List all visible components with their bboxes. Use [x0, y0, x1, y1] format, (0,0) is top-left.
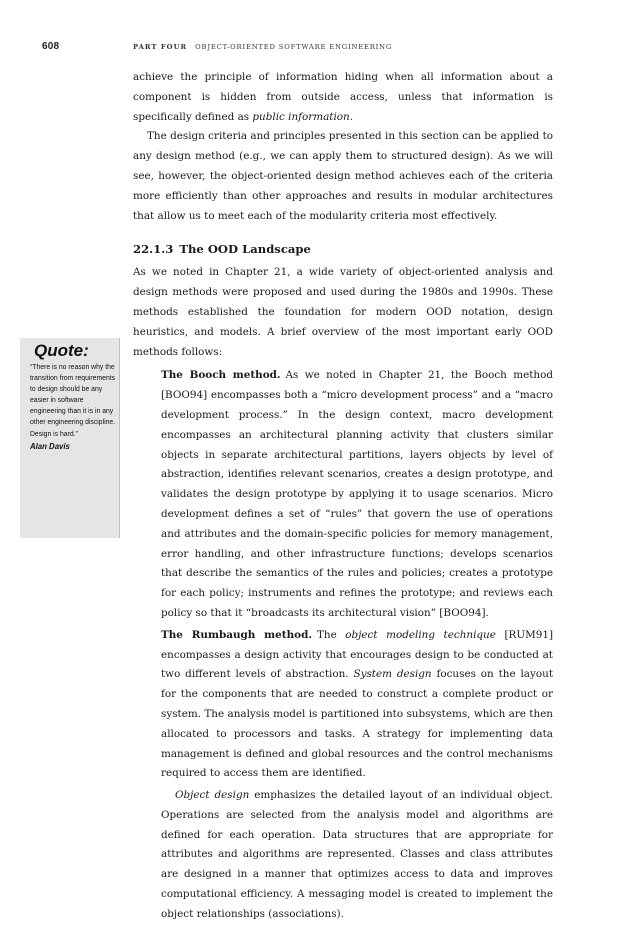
rumbaugh-text-b: [RUM91] encompasses a design activity that encourages design to be conducted at two different levels of abstraction. — [161, 628, 554, 681]
emphasis-object-modeling-technique: object modeling technique — [345, 628, 496, 641]
rumbaugh-text-c: focuses on the layout for the components that are needed to construct a complete product or system. The analysis model is partitioned into subsystems, which are then allocated to processors and tasks. A strategy for implementing data management is defined and global resources and the control mechanisms required to access them are identified. — [161, 668, 553, 780]
quote-divider — [119, 338, 120, 538]
quote-label: Quote: — [34, 341, 89, 360]
part-label: PART FOUR — [133, 43, 188, 51]
rumbaugh-method-title: The Rumbaugh method. — [161, 628, 312, 641]
quote-author: Alan Davis — [30, 441, 70, 451]
quote-text: “There is no reason why the transition from requirements to design should be any easier in software engineering than it is in any other engineering discipline. Design is hard.” — [30, 362, 116, 438]
emphasis-public-information: public information. — [252, 110, 354, 123]
method-list — [161, 366, 553, 924]
page-header — [0, 0, 637, 60]
page-number: 608 — [42, 41, 60, 52]
paragraph-ood-overview: As we noted in Chapter 21, a wide variety of object-oriented analysis and design methods were proposed and used during the 1980s and 1990s. These methods established the foundation for modern OOD notation, design heuristics, and models. A brief overview of the most important early OOD methods follows: — [133, 266, 553, 358]
section-number: 22.1.3 — [133, 242, 174, 257]
main-text — [133, 68, 553, 925]
margin-quote — [20, 338, 119, 538]
paragraph-text: achieve the principle of information hiding when all information about a component is hidden from outside access, unless that information is specifically defined as — [133, 71, 553, 123]
running-head — [133, 43, 392, 51]
section-heading — [133, 241, 553, 257]
emphasis-object-design: Object design — [175, 789, 250, 802]
rumbaugh-text-a: The — [316, 628, 346, 641]
object-design-text: emphasizes the detailed layout of an individual object. Operations are selected from the analysis model and algorithms are defined for each operation. Data structures that are appropriate for attributes and algorithms are represented. Classes and class attributes are designed in a manner that optimizes access to data and improves computational efficiency. A messaging model is created to implement the object relationships (associations). — [161, 789, 553, 920]
section-title: The OOD Landscape — [179, 242, 311, 257]
emphasis-system-design: System design — [353, 668, 432, 681]
paragraph-design-criteria: The design criteria and principles presented in this section can be applied to any design method (e.g., we can apply them to structured design). As we will see, however, the object-oriented design method achieves each of the criteria more efficiently than other approaches and results in modular architectures that allow us to meet each of the modularity criteria most effectively. — [133, 130, 553, 222]
rumbaugh-method-paragraph — [161, 626, 553, 784]
paragraph-continued — [133, 68, 553, 127]
booch-method-title: The Booch method. — [161, 369, 281, 382]
booch-method-paragraph — [161, 366, 553, 623]
object-design-paragraph — [161, 786, 553, 925]
part-title: OBJECT-ORIENTED SOFTWARE ENGINEERING — [195, 43, 393, 51]
booch-method-text: As we noted in Chapter 21, the Booch method [BOO94] encompasses both a “micro development process” and a “macro development process.” In the design context, macro development encompasses an architectural planning activity that clusters similar objects in separate architectural partitions, layers objects by level of abstraction, identifies relevant scenarios, creates a design prototype, and validates the design prototype by applying it to usage scenarios. Micro development defines a set of “rules” that govern the use of operations and attributes and the domain-specific policies for memory management, error handling, and other infrastructure functions; develops scenarios that describe the semantics of the rules and policies; creates a prototype for each policy; instruments and refines the prototype; and reviews each policy so that it “broadcasts its architectural vision” [BOO94]. — [161, 369, 553, 619]
